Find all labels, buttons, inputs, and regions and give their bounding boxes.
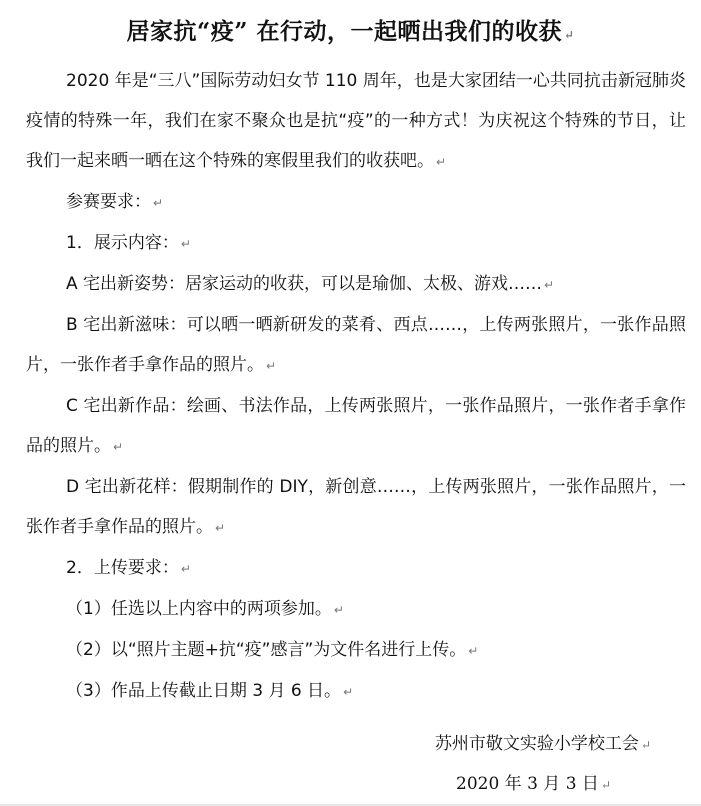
- paragraph-text: C 宅出新作品：绘画、书法作品，上传两张照片，一张作品照片，一张作者手拿作品的照片。: [26, 396, 686, 456]
- intro-paragraph: [26, 61, 686, 182]
- paragraph-mark-icon: ↵: [563, 28, 575, 42]
- paragraph-mark-icon: ↵: [600, 778, 611, 792]
- date-text: 2020 年 3 月 3 日: [456, 774, 599, 794]
- paragraph-text: 2020 年是“三八”国际劳动妇女节 110 周年，也是大家团结一心共同抗击新冠肺炎疫情的特殊一年，我们在家不聚众也是抗“疫”的一种方式！为庆祝这个特殊的节日，让我们一起来晒一晒在这个特殊的寒假里我们的收获吧。: [26, 71, 686, 171]
- item-d-paragraph: [26, 467, 686, 548]
- paragraph-text: 参赛要求：: [66, 192, 151, 212]
- paragraph-text: 2．上传要求：: [66, 558, 179, 578]
- section-2-heading: [26, 548, 686, 589]
- paragraph-text: D 宅出新花样：假期制作的 DIY，新创意……，上传两张照片，一张作品照片，一张作者手拿作品的照片。: [26, 477, 686, 537]
- paragraph-mark-icon: ↵: [640, 738, 651, 752]
- paragraph-mark-icon: ↵: [468, 644, 479, 658]
- item-b-paragraph: [26, 305, 686, 386]
- requirements-heading: [26, 182, 686, 223]
- document-body: [26, 61, 686, 712]
- paragraph-mark-icon: ↵: [333, 603, 344, 617]
- upload-rule-1: [26, 589, 686, 630]
- paragraph-text: （1）任选以上内容中的两项参加。: [66, 599, 332, 619]
- date-line: [0, 764, 611, 805]
- paragraph-mark-icon: ↵: [180, 562, 191, 576]
- paragraph-mark-icon: ↵: [266, 359, 277, 373]
- item-a-paragraph: [26, 264, 686, 305]
- paragraph-mark-icon: ↵: [436, 155, 447, 169]
- item-c-paragraph: [26, 386, 686, 467]
- paragraph-mark-icon: ↵: [343, 685, 354, 699]
- signature-line: [0, 724, 651, 765]
- paragraph-text: A 宅出新姿势：居家运动的收获，可以是瑜伽、太极、游戏……: [66, 274, 543, 294]
- paragraph-mark-icon: ↵: [215, 521, 226, 535]
- paragraph-mark-icon: ↵: [113, 440, 124, 454]
- paragraph-text: （2）以“照片主题+抗“疫”感言”为文件名进行上传。: [66, 640, 467, 660]
- upload-rule-2: [26, 630, 686, 671]
- paragraph-mark-icon: ↵: [180, 237, 191, 251]
- paragraph-text: 1．展示内容：: [66, 233, 179, 253]
- section-1-heading: [26, 223, 686, 264]
- document-title: [0, 10, 701, 57]
- signature-text: 苏州市敬文实验小学校工会: [434, 734, 639, 754]
- upload-rule-3: [26, 671, 686, 712]
- paragraph-mark-icon: ↵: [153, 196, 164, 210]
- paragraph-mark-icon: ↵: [544, 278, 555, 292]
- paragraph-text: B 宅出新滋味：可以晒一晒新研发的菜肴、西点……，上传两张照片，一张作品照片，一张作者手拿作品的照片。: [26, 315, 686, 375]
- paragraph-text: （3）作品上传截止日期 3 月 6 日。: [66, 681, 342, 701]
- title-text: 居家抗“疫” 在行动，一起晒出我们的收获: [126, 18, 562, 45]
